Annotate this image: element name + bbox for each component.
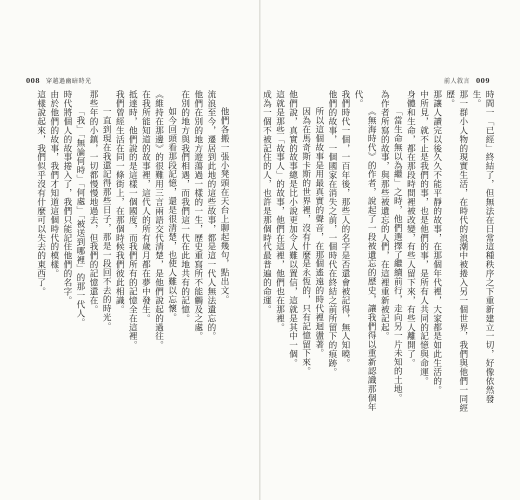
right-page-header: [438, 76, 490, 85]
text-line: 中所見，就不止是我們的事，也是他們的事，是所有人共同的記憶與命運。: [418, 90, 429, 386]
text-line: 流浪至今，遷居到此地的這些故事，都是這一代人無法遺忘的。: [205, 90, 216, 341]
text-line: 成為一個不被記住的人，也許是那個時代最普遍的命運。: [261, 90, 272, 314]
text-line: 如今回頭看那段記憶，還是很清楚，也使人難以忘懷。: [166, 107, 177, 322]
text-line: 我們曾經生活在同一條街上，在那個時候我們彼此相識。: [114, 90, 125, 314]
text-line: 「我」「無論何時」「何處」「被送到哪裡」的那一代人。: [74, 107, 85, 327]
text-line: 那些年的小鎮，一切都慢慢地過去，但我們的記憶還在。: [88, 90, 99, 314]
text-line: 時代將個人的故事捲入了，我們只能記住他們的名字。: [61, 90, 72, 305]
text-line: 一直到現在我還記得那些日子，那是一段回不去的時光。: [101, 107, 112, 331]
left-running-title: 穿越過幽暗時光: [46, 78, 92, 85]
text-line: 時間一「已經」終結了，但無法在日常這種秩序之下重新建立一切，好像依然發生。: [470, 90, 494, 404]
text-line: 他們各搬一張小凳頭在天台上聊起幾句，點出文。: [219, 107, 229, 305]
text-line: 《無海時代》的作者，說起了一段被遺忘的歷史，讓我們得以重新認識那個年代。: [353, 90, 377, 412]
text-line: 因為在馬奇斯卡斯的世界裡，沒有什麼是永恆的，只有記憶留下來。: [300, 107, 311, 376]
right-page-number: 009: [475, 78, 490, 85]
right-page-body: [261, 90, 495, 420]
text-line: 由於他們的故事，我們才知道這個時代的模樣。: [48, 90, 59, 278]
text-line: 身體和生命，都在那段時間裡被改變，有些人留下來，有些人離開了。: [405, 90, 416, 368]
text-line: 所以這個故事是用最真實的聲音，在那個遙遠的時代裡迴盪著。: [313, 107, 324, 358]
right-running-title: 前人敘言: [443, 78, 470, 85]
text-line: 那讓人讀完以後久久不能平靜的故事，在那個年代裡，大家都是如此生活的。: [431, 90, 442, 395]
text-line: 我們時代一個，一百年後，那些人的名字是否還會被記得，無人知曉。: [339, 90, 350, 368]
left-page-header: [26, 76, 98, 85]
text-line: 「當生命無以為繼」之時，他們選擇了繼續前行，走向另一片未知的土地。: [392, 107, 403, 403]
text-line: 抵達時，他們說的是這樣一個國度，而我們所有的記憶全在這裡。: [127, 90, 138, 350]
text-line: 他們的故事，一個國家在消失之前，一個時代在終結之前所留下的痕跡。: [326, 90, 337, 377]
text-line: 那一群小人物的現實生活，在時代的浪潮中被捲入另一個世界，我們與他們一同經歷。: [444, 90, 468, 413]
text-line: 在別的地方與我們相遇，而我們這一代在此地共有的記憶。: [179, 90, 190, 323]
text-line: 在我所能知道的故事裡，這代人的所有歲月都在夢中發生。: [140, 90, 151, 323]
left-page: [0, 0, 259, 500]
text-line: 這樣說起來，我們似乎沒有什麼可以失去的東西了。: [35, 90, 46, 296]
left-page-number: 008: [26, 78, 41, 85]
text-line: 這就是那些「故事人」的故事，他們在這裡，他們也在那裡。: [274, 90, 285, 332]
left-page-body: [28, 90, 230, 420]
text-line: 他們在別的地方遊蕩過一樣的一生，歷史重寫所不能觸及之處。: [192, 90, 203, 341]
text-line: 為作者所寫的故事，與那些被遺忘的人們，在這裡重新被記起。: [379, 90, 390, 341]
text-line: 他們說，真實的故事總是比小說更加令人難以置信，這就是其中一個。: [287, 90, 298, 368]
text-line: 《維持在那邊》的很難用三言兩語交代清楚，是他們說起的過往。: [153, 90, 164, 350]
right-page: [261, 0, 520, 500]
